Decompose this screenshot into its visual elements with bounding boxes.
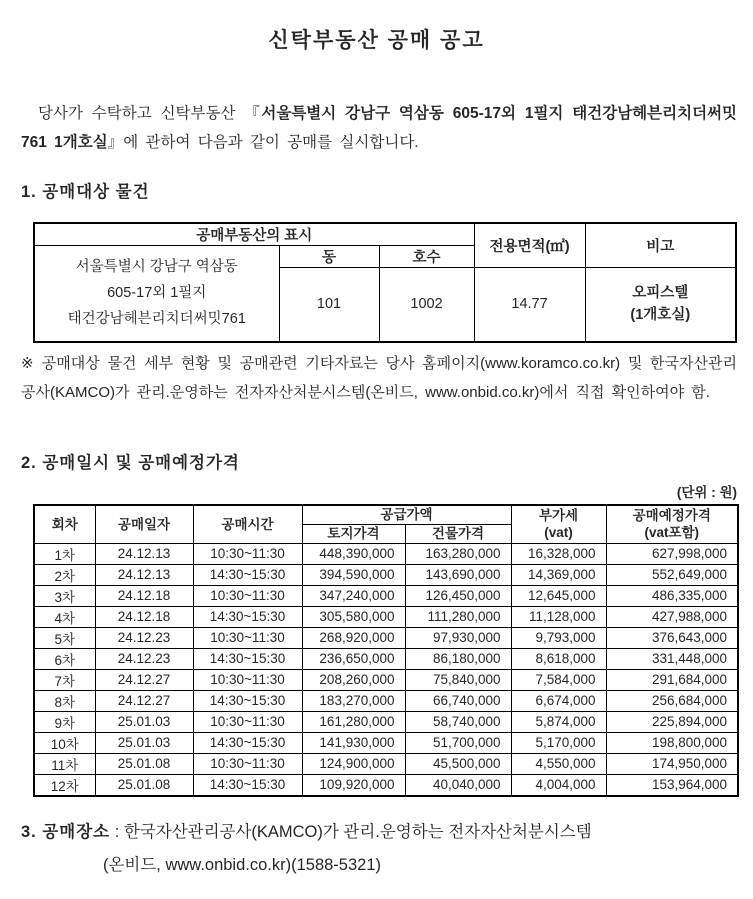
schedule-cell: 24.12.13 bbox=[95, 543, 193, 564]
section3-venue-text: 한국자산관리공사(KAMCO)가 관리.운영하는 전자자산처분시스템 bbox=[123, 823, 592, 841]
schedule-header-time: 공매시간 bbox=[193, 505, 302, 543]
schedule-cell: 24.12.18 bbox=[95, 585, 193, 606]
section1-heading: 1. 공매대상 물건 bbox=[21, 183, 150, 201]
schedule-cell: 11,128,000 bbox=[511, 606, 606, 627]
schedule-cell: 9,793,000 bbox=[511, 627, 606, 648]
schedule-header-round: 회차 bbox=[34, 505, 95, 543]
schedule-cell: 12,645,000 bbox=[511, 585, 606, 606]
schedule-header-vat-line1: 부가세 bbox=[538, 508, 579, 524]
schedule-cell: 10:30~11:30 bbox=[193, 669, 302, 690]
schedule-cell: 126,450,000 bbox=[405, 585, 511, 606]
schedule-cell: 268,920,000 bbox=[302, 627, 405, 648]
property-address-cell bbox=[34, 246, 279, 342]
schedule-cell: 486,335,000 bbox=[606, 585, 738, 606]
schedule-cell: 5,874,000 bbox=[511, 711, 606, 732]
schedule-header-price bbox=[606, 505, 738, 543]
schedule-cell: 124,900,000 bbox=[302, 753, 405, 774]
intro-paragraph bbox=[21, 99, 737, 157]
schedule-cell: 24.12.27 bbox=[95, 690, 193, 711]
schedule-row bbox=[34, 648, 738, 669]
schedule-cell: 8,618,000 bbox=[511, 648, 606, 669]
schedule-row bbox=[34, 627, 738, 648]
schedule-cell: 25.01.08 bbox=[95, 753, 193, 774]
property-hosu-value: 1002 bbox=[379, 268, 474, 342]
schedule-cell: 427,988,000 bbox=[606, 606, 738, 627]
property-note-line2: (1개호실) bbox=[630, 307, 691, 324]
schedule-cell: 6,674,000 bbox=[511, 690, 606, 711]
schedule-cell: 10:30~11:30 bbox=[193, 543, 302, 564]
schedule-cell: 14:30~15:30 bbox=[193, 648, 302, 669]
section3-line1 bbox=[21, 820, 737, 844]
schedule-header-land: 토지가격 bbox=[302, 524, 405, 543]
schedule-cell: 208,260,000 bbox=[302, 669, 405, 690]
section2-heading: 2. 공매일시 및 공매예정가격 bbox=[21, 454, 240, 472]
schedule-cell: 75,840,000 bbox=[405, 669, 511, 690]
property-note-line1: 오피스텔 bbox=[632, 285, 689, 302]
schedule-cell: 51,700,000 bbox=[405, 732, 511, 753]
schedule-cell: 4차 bbox=[34, 606, 95, 627]
schedule-cell: 394,590,000 bbox=[302, 564, 405, 585]
schedule-cell: 109,920,000 bbox=[302, 774, 405, 796]
schedule-cell: 9차 bbox=[34, 711, 95, 732]
schedule-cell: 86,180,000 bbox=[405, 648, 511, 669]
schedule-row bbox=[34, 690, 738, 711]
property-address-line2: 605-17외 1필지 bbox=[107, 285, 207, 302]
schedule-cell: 66,740,000 bbox=[405, 690, 511, 711]
schedule-cell: 256,684,000 bbox=[606, 690, 738, 711]
schedule-cell: 347,240,000 bbox=[302, 585, 405, 606]
schedule-cell: 376,643,000 bbox=[606, 627, 738, 648]
schedule-cell: 111,280,000 bbox=[405, 606, 511, 627]
schedule-cell: 25.01.03 bbox=[95, 732, 193, 753]
intro-text-after: 』에 관하여 다음과 같이 공매를 실시합니다. bbox=[107, 134, 419, 151]
schedule-cell: 24.12.18 bbox=[95, 606, 193, 627]
schedule-cell: 11차 bbox=[34, 753, 95, 774]
schedule-cell: 16,328,000 bbox=[511, 543, 606, 564]
schedule-cell: 2차 bbox=[34, 564, 95, 585]
schedule-cell: 4,550,000 bbox=[511, 753, 606, 774]
property-area-value: 14.77 bbox=[474, 268, 585, 342]
schedule-cell: 24.12.23 bbox=[95, 648, 193, 669]
schedule-cell: 97,930,000 bbox=[405, 627, 511, 648]
schedule-cell: 12차 bbox=[34, 774, 95, 796]
section3-line2: (온비드, www.onbid.co.kr)(1588-5321) bbox=[103, 856, 382, 874]
property-table-header-note: 비고 bbox=[585, 223, 736, 268]
schedule-cell: 5차 bbox=[34, 627, 95, 648]
schedule-table bbox=[33, 504, 739, 797]
schedule-cell: 14:30~15:30 bbox=[193, 606, 302, 627]
schedule-cell: 4,004,000 bbox=[511, 774, 606, 796]
schedule-cell: 45,500,000 bbox=[405, 753, 511, 774]
schedule-cell: 58,740,000 bbox=[405, 711, 511, 732]
schedule-cell: 161,280,000 bbox=[302, 711, 405, 732]
schedule-cell: 305,580,000 bbox=[302, 606, 405, 627]
schedule-cell: 40,040,000 bbox=[405, 774, 511, 796]
schedule-cell: 10:30~11:30 bbox=[193, 711, 302, 732]
schedule-cell: 14:30~15:30 bbox=[193, 774, 302, 796]
schedule-cell: 331,448,000 bbox=[606, 648, 738, 669]
schedule-cell: 14,369,000 bbox=[511, 564, 606, 585]
schedule-row bbox=[34, 564, 738, 585]
schedule-cell: 291,684,000 bbox=[606, 669, 738, 690]
schedule-row bbox=[34, 669, 738, 690]
schedule-row bbox=[34, 732, 738, 753]
schedule-cell: 6차 bbox=[34, 648, 95, 669]
section1-footnote: ※ 공매대상 물건 세부 현황 및 공매관련 기타자료는 당사 홈페이지(www.koramco.co.kr) 및 한국자산관리공사(KAMCO)가 관리.운영하는 전자자산처분시스템(온비드, www.onbid.co.kr)에서 직접 확인하여야 함. bbox=[21, 355, 737, 401]
schedule-cell: 10차 bbox=[34, 732, 95, 753]
schedule-cell: 25.01.08 bbox=[95, 774, 193, 796]
schedule-cell: 7차 bbox=[34, 669, 95, 690]
property-dong-value: 101 bbox=[279, 268, 379, 342]
schedule-header-vat bbox=[511, 505, 606, 543]
property-address-line1: 서울특별시 강남구 역삼동 bbox=[75, 259, 238, 276]
schedule-row bbox=[34, 606, 738, 627]
schedule-row bbox=[34, 711, 738, 732]
schedule-cell: 14:30~15:30 bbox=[193, 690, 302, 711]
schedule-header-vat-line2: (vat) bbox=[544, 525, 573, 541]
unit-label: (단위 : 원) bbox=[676, 485, 737, 500]
property-table-header-dong: 동 bbox=[279, 246, 379, 268]
schedule-cell: 7,584,000 bbox=[511, 669, 606, 690]
document-title: 신탁부동산 공매 공고 bbox=[268, 29, 485, 52]
schedule-row bbox=[34, 774, 738, 796]
schedule-row bbox=[34, 753, 738, 774]
schedule-cell: 24.12.27 bbox=[95, 669, 193, 690]
schedule-cell: 143,690,000 bbox=[405, 564, 511, 585]
schedule-header-building: 건물가격 bbox=[405, 524, 511, 543]
schedule-cell: 183,270,000 bbox=[302, 690, 405, 711]
property-table-header-hosu: 호수 bbox=[379, 246, 474, 268]
schedule-cell: 24.12.23 bbox=[95, 627, 193, 648]
schedule-cell: 1차 bbox=[34, 543, 95, 564]
schedule-cell: 10:30~11:30 bbox=[193, 627, 302, 648]
schedule-cell: 14:30~15:30 bbox=[193, 564, 302, 585]
section3-heading: 3. 공매장소 bbox=[21, 823, 111, 841]
schedule-cell: 627,998,000 bbox=[606, 543, 738, 564]
section3-separator: : bbox=[110, 823, 124, 841]
property-address-line3: 태건강남헤븐리치더써밋761 bbox=[67, 311, 246, 328]
schedule-cell: 236,650,000 bbox=[302, 648, 405, 669]
schedule-cell: 25.01.03 bbox=[95, 711, 193, 732]
schedule-cell: 552,649,000 bbox=[606, 564, 738, 585]
property-note-cell bbox=[585, 268, 736, 342]
schedule-header-supply: 공급가액 bbox=[302, 505, 511, 524]
schedule-cell: 14:30~15:30 bbox=[193, 732, 302, 753]
schedule-cell: 448,390,000 bbox=[302, 543, 405, 564]
schedule-header-price-line2: (vat포함) bbox=[644, 525, 700, 541]
schedule-cell: 198,800,000 bbox=[606, 732, 738, 753]
schedule-header-price-line1: 공매예정가격 bbox=[632, 508, 711, 524]
schedule-cell: 24.12.13 bbox=[95, 564, 193, 585]
schedule-cell: 141,930,000 bbox=[302, 732, 405, 753]
schedule-header-date: 공매일자 bbox=[95, 505, 193, 543]
intro-text-before: 당사가 수탁하고 신탁부동산 『 bbox=[38, 105, 262, 122]
schedule-cell: 225,894,000 bbox=[606, 711, 738, 732]
schedule-row bbox=[34, 585, 738, 606]
schedule-cell: 10:30~11:30 bbox=[193, 753, 302, 774]
property-table bbox=[33, 222, 737, 343]
schedule-cell: 174,950,000 bbox=[606, 753, 738, 774]
schedule-cell: 163,280,000 bbox=[405, 543, 511, 564]
schedule-cell: 8차 bbox=[34, 690, 95, 711]
property-table-header-area: 전용면적(㎡) bbox=[474, 223, 585, 268]
schedule-cell: 5,170,000 bbox=[511, 732, 606, 753]
property-name: 서울특별시 강남구 역삼동 605-17외 1필지 태건강남헤븐리치더써밋761 1개호실 bbox=[21, 105, 737, 151]
schedule-cell: 3차 bbox=[34, 585, 95, 606]
section3 bbox=[21, 820, 737, 877]
schedule-cell: 10:30~11:30 bbox=[193, 585, 302, 606]
schedule-cell: 153,964,000 bbox=[606, 774, 738, 796]
property-table-header-display: 공매부동산의 표시 bbox=[34, 223, 474, 246]
schedule-row bbox=[34, 543, 738, 564]
